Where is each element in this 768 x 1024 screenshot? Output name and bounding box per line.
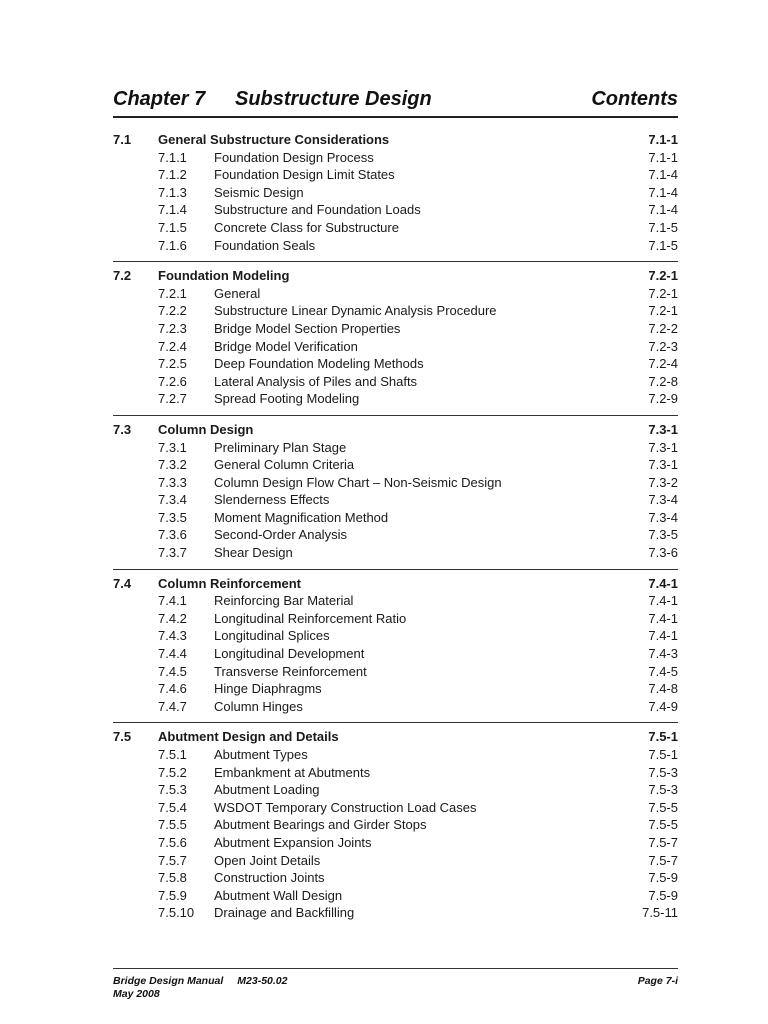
entry-number: 7.4.2 bbox=[158, 610, 187, 626]
entry-page-number: 7.2-1 bbox=[648, 303, 678, 319]
entry-number: 7.5.4 bbox=[158, 799, 187, 815]
entry-number: 7.2.6 bbox=[158, 373, 187, 389]
entry-number: 7.3.1 bbox=[158, 439, 187, 455]
toc-entry[interactable] bbox=[113, 544, 678, 562]
section-title: Foundation Modeling bbox=[158, 268, 290, 284]
entry-number: 7.5.9 bbox=[158, 887, 187, 903]
entry-number: 7.5.5 bbox=[158, 817, 187, 833]
entry-number: 7.4.4 bbox=[158, 646, 187, 662]
entry-page-number: 7.5-7 bbox=[648, 852, 678, 868]
entry-number: 7.2.4 bbox=[158, 338, 187, 354]
toc-entry[interactable] bbox=[113, 166, 678, 184]
entry-title: Construction Joints bbox=[214, 870, 325, 886]
document-page bbox=[113, 0, 678, 1024]
footer-manual-title: Bridge Design Manual bbox=[113, 975, 224, 987]
table-of-contents bbox=[113, 131, 678, 922]
entry-number: 7.4.7 bbox=[158, 698, 187, 714]
section-title: General Substructure Considerations bbox=[158, 132, 390, 147]
entry-title: Longitudinal Reinforcement Ratio bbox=[214, 610, 407, 626]
entry-number: 7.2.2 bbox=[158, 303, 187, 319]
section-page-number: 7.5-1 bbox=[648, 729, 678, 745]
entry-page-number: 7.1-1 bbox=[648, 149, 678, 165]
toc-entry[interactable] bbox=[113, 764, 678, 782]
chapter-heading bbox=[113, 88, 432, 111]
entry-title: Bridge Model Verification bbox=[214, 338, 358, 354]
toc-entry[interactable] bbox=[113, 526, 678, 544]
entry-title: Abutment Expansion Joints bbox=[214, 834, 372, 850]
entry-title: Abutment Types bbox=[214, 747, 308, 762]
entry-page-number: 7.3-5 bbox=[648, 527, 678, 543]
entry-title: Foundation Seals bbox=[214, 237, 316, 253]
entry-page-number: 7.1-4 bbox=[648, 167, 678, 183]
section-title: Abutment Design and Details bbox=[158, 729, 339, 745]
toc-entry[interactable] bbox=[113, 645, 678, 663]
entry-title: Column Hinges bbox=[214, 698, 303, 714]
toc-entry[interactable] bbox=[113, 698, 678, 716]
toc-entry[interactable] bbox=[113, 509, 678, 527]
entry-title: Reinforcing Bar Material bbox=[214, 593, 354, 609]
header-rule bbox=[113, 116, 678, 118]
toc-section bbox=[113, 569, 678, 716]
toc-entry[interactable] bbox=[113, 219, 678, 237]
entry-page-number: 7.3-4 bbox=[648, 509, 678, 525]
section-divider bbox=[113, 569, 678, 570]
entry-page-number: 7.4-5 bbox=[648, 663, 678, 679]
entry-number: 7.3.3 bbox=[158, 474, 187, 490]
section-number: 7.1 bbox=[113, 132, 132, 147]
entry-page-number: 7.3-2 bbox=[648, 474, 678, 490]
entry-number: 7.1.6 bbox=[158, 237, 187, 253]
entry-page-number: 7.4-9 bbox=[648, 698, 678, 714]
entry-title: Second-Order Analysis bbox=[214, 527, 347, 543]
entry-page-number: 7.1-5 bbox=[648, 219, 678, 235]
entry-title: Bridge Model Section Properties bbox=[214, 320, 401, 336]
entry-number: 7.4.1 bbox=[158, 593, 187, 609]
entry-number: 7.2.1 bbox=[158, 285, 187, 301]
toc-entry[interactable] bbox=[113, 887, 678, 905]
toc-section-heading[interactable] bbox=[113, 728, 678, 746]
entry-page-number: 7.4-1 bbox=[648, 610, 678, 626]
entry-page-number: 7.4-1 bbox=[648, 628, 678, 644]
entry-page-number: 7.5-7 bbox=[648, 834, 678, 850]
section-divider bbox=[113, 415, 678, 416]
entry-page-number: 7.3-1 bbox=[648, 439, 678, 455]
entry-page-number: 7.4-8 bbox=[648, 681, 678, 697]
entry-number: 7.3.6 bbox=[158, 527, 187, 543]
toc-entry[interactable] bbox=[113, 149, 678, 167]
entry-page-number: 7.3-1 bbox=[648, 457, 678, 473]
entry-page-number: 7.5-5 bbox=[648, 817, 678, 833]
toc-entry[interactable] bbox=[113, 201, 678, 219]
entry-title: Abutment Wall Design bbox=[214, 887, 343, 903]
entry-title: Open Joint Details bbox=[214, 852, 321, 868]
footer-left bbox=[113, 975, 678, 1001]
toc-entry[interactable] bbox=[113, 869, 678, 887]
page-footer bbox=[113, 975, 678, 1001]
toc-entry[interactable] bbox=[113, 338, 678, 356]
entry-title: Column Design Flow Chart – Non-Seismic Design bbox=[214, 474, 502, 490]
toc-entry[interactable] bbox=[113, 320, 678, 338]
section-page-number: 7.2-1 bbox=[648, 268, 678, 284]
entry-page-number: 7.3-4 bbox=[648, 492, 678, 508]
toc-section-heading[interactable] bbox=[113, 131, 678, 149]
toc-section bbox=[113, 131, 678, 254]
entry-title: Substructure Linear Dynamic Analysis Procedure bbox=[214, 303, 497, 319]
toc-entry[interactable] bbox=[113, 627, 678, 645]
entry-title: Concrete Class for Substructure bbox=[214, 219, 399, 235]
section-page-number: 7.3-1 bbox=[648, 421, 678, 437]
entry-page-number: 7.5-11 bbox=[642, 905, 678, 921]
entry-number: 7.1.3 bbox=[158, 184, 187, 200]
toc-entry[interactable] bbox=[113, 663, 678, 681]
entry-page-number: 7.4-1 bbox=[648, 593, 678, 609]
section-divider bbox=[113, 261, 678, 262]
toc-entry[interactable] bbox=[113, 474, 678, 492]
entry-number: 7.5.10 bbox=[158, 905, 195, 921]
toc-section bbox=[113, 415, 678, 562]
entry-title: Spread Footing Modeling bbox=[214, 391, 360, 407]
contents-label: Contents bbox=[591, 88, 678, 110]
entry-title: Transverse Reinforcement bbox=[214, 663, 367, 679]
entry-page-number: 7.2-9 bbox=[648, 391, 678, 407]
entry-page-number: 7.5-1 bbox=[648, 747, 678, 762]
section-title: Column Design bbox=[158, 421, 254, 437]
section-number: 7.4 bbox=[113, 575, 132, 591]
toc-section bbox=[113, 722, 678, 922]
footer-manual-line bbox=[113, 975, 678, 988]
entry-number: 7.1.2 bbox=[158, 167, 187, 183]
toc-entry[interactable] bbox=[113, 834, 678, 852]
entry-number: 7.4.3 bbox=[158, 628, 187, 644]
footer-date: May 2008 bbox=[113, 988, 160, 1000]
entry-number: 7.5.6 bbox=[158, 834, 187, 850]
toc-entry[interactable] bbox=[113, 746, 678, 764]
toc-section bbox=[113, 261, 678, 408]
entry-number: 7.5.7 bbox=[158, 852, 187, 868]
entry-title: Preliminary Plan Stage bbox=[214, 439, 347, 455]
entry-title: Embankment at Abutments bbox=[214, 764, 371, 780]
entry-number: 7.5.3 bbox=[158, 782, 187, 798]
toc-entry[interactable] bbox=[113, 852, 678, 870]
section-number: 7.5 bbox=[113, 729, 132, 745]
entry-title: Deep Foundation Modeling Methods bbox=[214, 356, 424, 372]
toc-entry[interactable] bbox=[113, 781, 678, 799]
toc-section-heading[interactable] bbox=[113, 575, 678, 593]
entry-page-number: 7.2-8 bbox=[648, 373, 678, 389]
entry-page-number: 7.2-1 bbox=[648, 285, 678, 301]
toc-entry[interactable] bbox=[113, 491, 678, 509]
entry-title: Hinge Diaphragms bbox=[214, 681, 322, 697]
entry-number: 7.2.5 bbox=[158, 356, 187, 372]
entry-title: Slenderness Effects bbox=[214, 492, 330, 508]
entry-title: Longitudinal Splices bbox=[214, 628, 330, 644]
toc-entry[interactable] bbox=[113, 355, 678, 373]
toc-entry[interactable] bbox=[113, 610, 678, 628]
section-number: 7.2 bbox=[113, 268, 132, 284]
entry-page-number: 7.5-5 bbox=[648, 799, 678, 815]
entry-number: 7.1.1 bbox=[158, 149, 187, 165]
toc-entry[interactable] bbox=[113, 285, 678, 303]
entry-number: 7.5.2 bbox=[158, 764, 187, 780]
entry-page-number: 7.1-4 bbox=[648, 202, 678, 218]
toc-entry[interactable] bbox=[113, 184, 678, 202]
entry-page-number: 7.1-5 bbox=[648, 237, 678, 253]
entry-page-number: 7.1-4 bbox=[648, 184, 678, 200]
entry-title: Foundation Design Process bbox=[214, 149, 374, 165]
entry-page-number: 7.5-9 bbox=[648, 887, 678, 903]
entry-title: Shear Design bbox=[214, 545, 293, 561]
entry-title: Moment Magnification Method bbox=[214, 509, 389, 525]
toc-entry[interactable] bbox=[113, 373, 678, 391]
section-page-number: 7.1-1 bbox=[648, 132, 678, 147]
entry-page-number: 7.5-3 bbox=[648, 782, 678, 798]
entry-page-number: 7.2-4 bbox=[648, 356, 678, 372]
entry-title: WSDOT Temporary Construction Load Cases bbox=[214, 799, 477, 815]
toc-entry[interactable] bbox=[113, 237, 678, 255]
entry-number: 7.2.7 bbox=[158, 391, 187, 407]
toc-entry[interactable] bbox=[113, 904, 678, 922]
entry-number: 7.4.6 bbox=[158, 681, 187, 697]
toc-entry[interactable] bbox=[113, 302, 678, 320]
toc-entry[interactable] bbox=[113, 456, 678, 474]
entry-title: Seismic Design bbox=[214, 184, 304, 200]
entry-page-number: 7.5-3 bbox=[648, 764, 678, 780]
chapter-header bbox=[113, 88, 678, 114]
entry-number: 7.1.4 bbox=[158, 202, 187, 218]
entry-title: Foundation Design Limit States bbox=[214, 167, 395, 183]
entry-page-number: 7.2-3 bbox=[648, 338, 678, 354]
entry-number: 7.1.5 bbox=[158, 219, 187, 235]
entry-title: Lateral Analysis of Piles and Shafts bbox=[214, 373, 418, 389]
section-divider bbox=[113, 722, 678, 723]
section-number: 7.3 bbox=[113, 421, 132, 437]
entry-page-number: 7.3-6 bbox=[648, 545, 678, 561]
entry-title: Abutment Loading bbox=[214, 782, 320, 798]
footer-page-number: Page 7-i bbox=[637, 975, 678, 987]
entry-number: 7.3.2 bbox=[158, 457, 187, 473]
toc-entry[interactable] bbox=[113, 439, 678, 457]
chapter-number: Chapter 7 bbox=[113, 88, 206, 110]
footer-manual-id: M23-50.02 bbox=[237, 975, 288, 987]
entry-title: Substructure and Foundation Loads bbox=[214, 202, 421, 218]
chapter-title: Substructure Design bbox=[235, 88, 432, 110]
entry-page-number: 7.5-9 bbox=[648, 870, 678, 886]
toc-entry[interactable] bbox=[113, 390, 678, 408]
entry-number: 7.3.7 bbox=[158, 545, 187, 561]
entry-number: 7.2.3 bbox=[158, 320, 187, 336]
toc-section-heading[interactable] bbox=[113, 267, 678, 285]
entry-title: General Column Criteria bbox=[214, 457, 355, 473]
entry-title: Abutment Bearings and Girder Stops bbox=[214, 817, 427, 833]
entry-page-number: 7.4-3 bbox=[648, 646, 678, 662]
toc-entry[interactable] bbox=[113, 680, 678, 698]
section-page-number: 7.4-1 bbox=[648, 575, 678, 591]
section-title: Column Reinforcement bbox=[158, 575, 302, 591]
entry-page-number: 7.2-2 bbox=[648, 320, 678, 336]
entry-number: 7.5.8 bbox=[158, 870, 187, 886]
entry-title: Drainage and Backfilling bbox=[214, 905, 355, 921]
entry-number: 7.5.1 bbox=[158, 747, 187, 762]
entry-number: 7.3.4 bbox=[158, 492, 187, 508]
toc-entry[interactable] bbox=[113, 799, 678, 817]
entry-number: 7.3.5 bbox=[158, 509, 187, 525]
entry-number: 7.4.5 bbox=[158, 663, 187, 679]
toc-entry[interactable] bbox=[113, 592, 678, 610]
toc-entry[interactable] bbox=[113, 816, 678, 834]
entry-title: General bbox=[214, 285, 261, 301]
footer-rule bbox=[113, 968, 678, 969]
entry-title: Longitudinal Development bbox=[214, 646, 365, 662]
toc-section-heading[interactable] bbox=[113, 421, 678, 439]
